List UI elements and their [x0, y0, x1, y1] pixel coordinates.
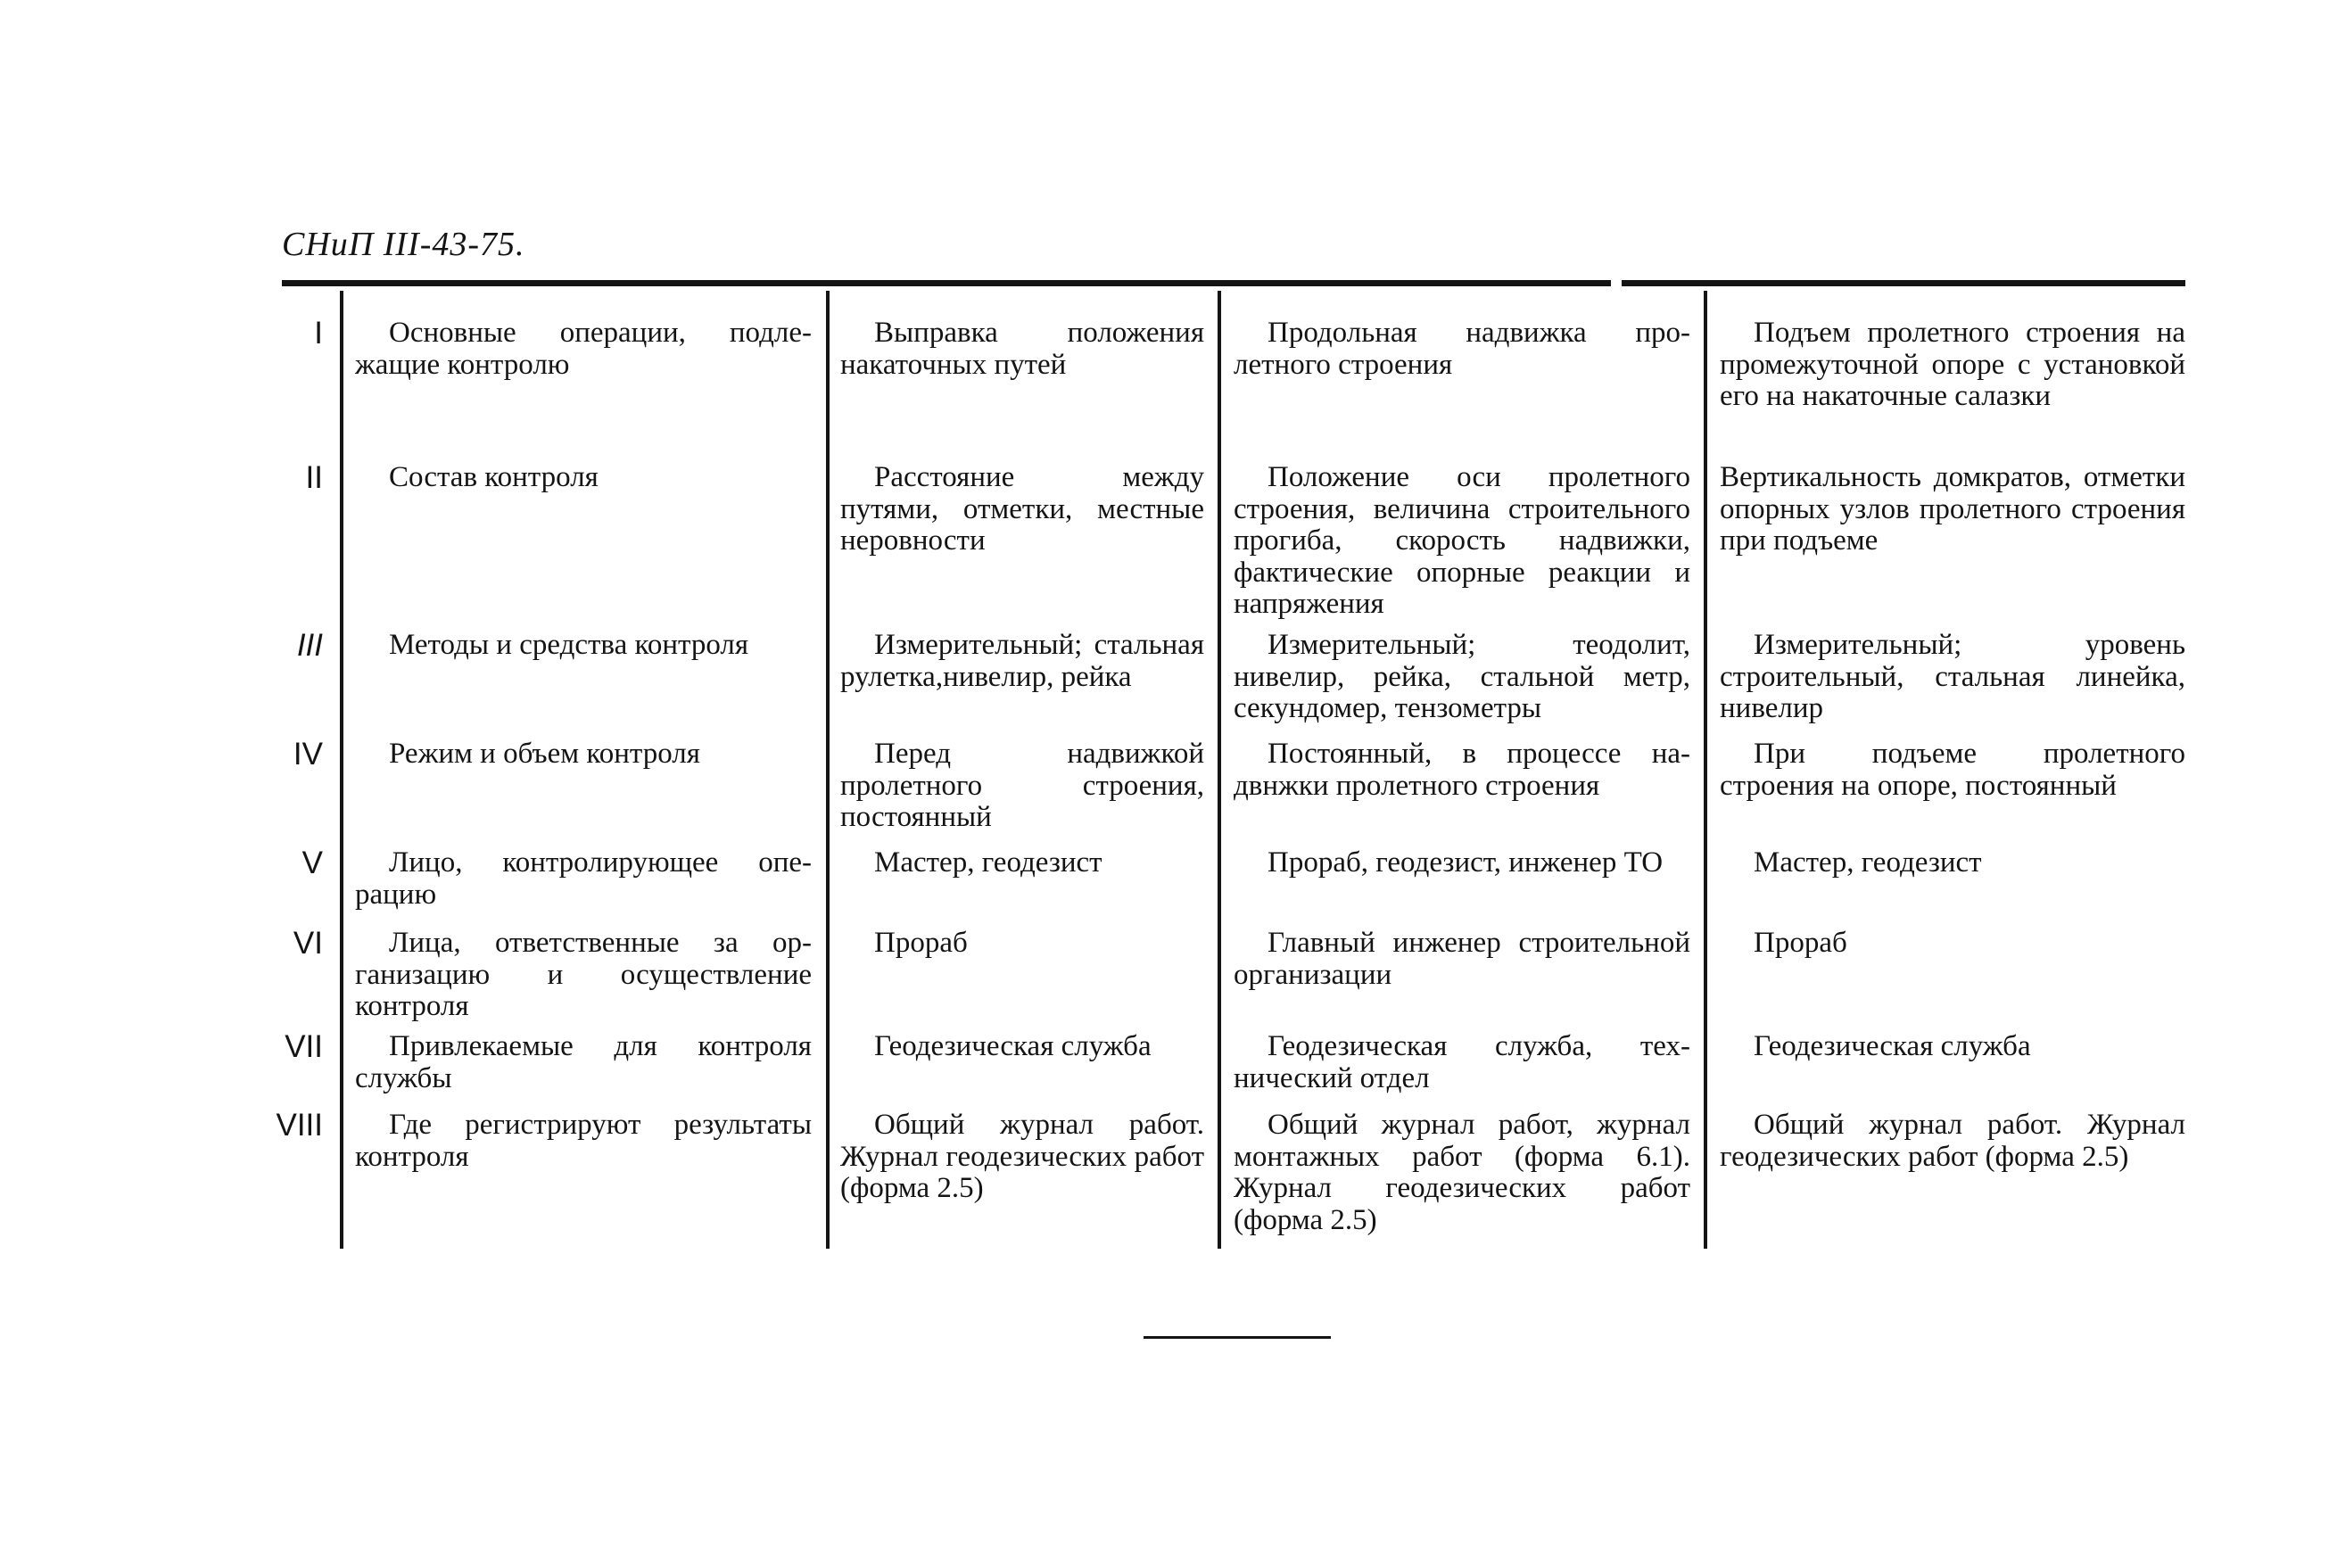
- top-rule-right: [1622, 280, 2185, 286]
- row-number: V: [301, 846, 323, 880]
- column-divider: [1218, 291, 1221, 1249]
- row-number: IV: [293, 737, 323, 772]
- row-number: VII: [285, 1029, 323, 1064]
- row-number: III: [296, 628, 323, 663]
- cell-span-lifting: Подъем пролетного строения на промежуточной опоре с установкой его на накаточные салазки: [1720, 317, 2185, 412]
- column-divider: [340, 291, 343, 1249]
- cell-longitudinal-launching: Продольная надвижка пролетного строения: [1234, 317, 1690, 381]
- row-number: I: [314, 316, 323, 351]
- cell-track-alignment: Выправка положения накаточных путей: [840, 317, 1204, 381]
- cell-span-lifting: Прораб: [1754, 927, 1847, 959]
- cell-track-alignment: Геодезическая служба: [874, 1030, 1152, 1062]
- cell-span-lifting: Общий журнал работ. Журнал геодезических работ (форма 2.5): [1720, 1109, 2185, 1173]
- cell-span-lifting: Мастер, геодезист: [1754, 846, 1982, 879]
- row-number: VI: [293, 926, 323, 961]
- row-label: Состав контроля: [389, 461, 599, 493]
- cell-track-alignment: Перед надвижкой пролетного строения, постоянный: [840, 738, 1204, 833]
- cell-longitudinal-launching: Главный инженер строительной организации: [1234, 927, 1690, 991]
- row-number: II: [305, 460, 323, 495]
- row-label: Лицо, контролирующее операцию: [355, 846, 812, 911]
- cell-span-lifting: Вертикальность домкратов, отметки опорных узлов пролетного строения при подъеме: [1720, 461, 2185, 557]
- cell-track-alignment: Мастер, геодезист: [874, 846, 1102, 879]
- cell-longitudinal-launching: Измерительный; теодолит, нивелир, рейка, стальной метр, секундомер, тензометры: [1234, 629, 1690, 724]
- cell-span-lifting: При подъеме пролетного строения на опоре, постоянный: [1720, 738, 2185, 802]
- cell-track-alignment: Измерительный; стальная рулетка,нивелир, рейка: [840, 629, 1204, 693]
- row-label: Методы и средства контроля: [389, 629, 749, 661]
- document-code-header: СНиП III-43-75.: [282, 226, 525, 263]
- row-label: Режим и объем контроля: [389, 738, 700, 770]
- cell-longitudinal-launching: Прораб, геодезист, инженер ТО: [1268, 846, 1664, 879]
- footer-rule: [1144, 1336, 1331, 1339]
- cell-track-alignment: Расстояние между путями, отметки, местные неровности: [840, 461, 1204, 557]
- cell-span-lifting: Геодезическая служба: [1754, 1030, 2031, 1062]
- cell-longitudinal-launching: Геодезическая служба, технический отдел: [1234, 1030, 1690, 1094]
- column-divider: [826, 291, 830, 1249]
- row-label: Лица, ответственные за организацию и осуществление контроля: [355, 927, 812, 1022]
- cell-longitudinal-launching: Положение оси пролетного строения, величина строительного прогиба, скорость надвижки, фактические опорные реакции и напряжения: [1234, 461, 1690, 620]
- cell-track-alignment: Прораб: [874, 927, 968, 959]
- column-divider: [1704, 291, 1707, 1249]
- row-number: VIII: [276, 1108, 323, 1143]
- cell-span-lifting: Измерительный; уровень строительный, стальная линейка, нивелир: [1720, 629, 2185, 724]
- cell-longitudinal-launching: Постоянный, в процессе надвнжки пролетного строения: [1234, 738, 1690, 802]
- cell-track-alignment: Общий журнал работ. Журнал геодезических работ (форма 2.5): [840, 1109, 1204, 1204]
- row-label: Основные операции, подлежащие контролю: [355, 317, 812, 381]
- row-label: Привлекаемые для контроля службы: [355, 1030, 812, 1094]
- row-label: Где регистрируют результаты контроля: [355, 1109, 812, 1173]
- top-rule: [282, 280, 1611, 286]
- cell-longitudinal-launching: Общий журнал работ, журнал монтажных работ (форма 6.1). Журнал геодезических работ (форма 2.5): [1234, 1109, 1690, 1236]
